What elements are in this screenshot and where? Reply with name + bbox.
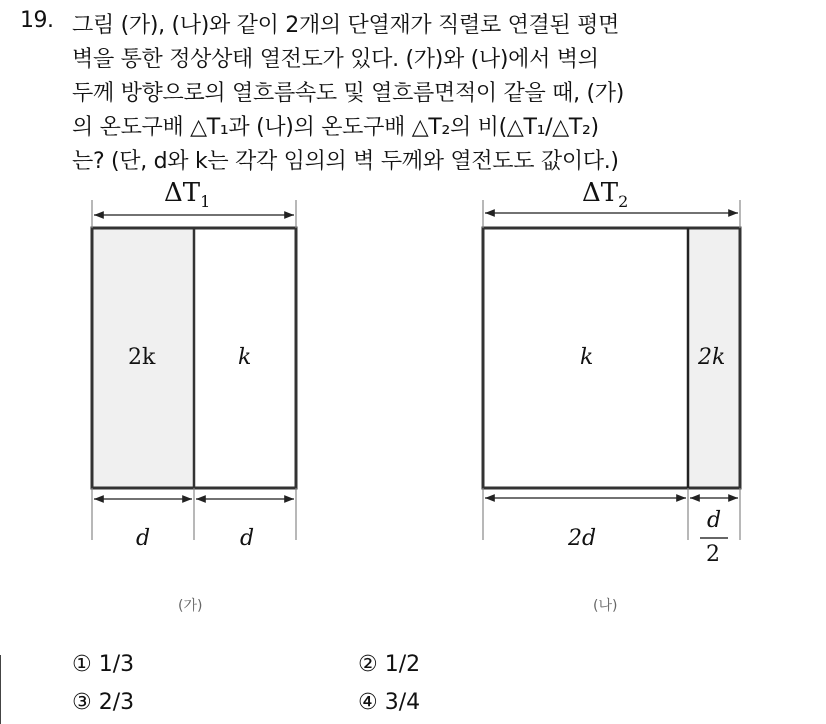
layer-conductivity-2k-right: 2k [698,345,726,370]
question-line-1: 그림 (가), (나)와 같이 2개의 단열재가 직렬로 연결된 평면 [72,13,620,38]
choice-1[interactable] [72,652,134,677]
question-line-2: 벽을 통한 정상상태 열전도가 있다. (가)와 (나)에서 벽의 [72,47,599,72]
figure-ga [92,200,296,540]
thickness-d-label-2: d [240,526,255,551]
delta-t1-label: $\Delta T_1$ [164,178,211,212]
thickness-2d-label: 2d [568,526,597,551]
question-line-5: 는? (단, d와 k는 각각 임의의 벽 두께와 열전도도 값이다.) [72,149,619,174]
choice-4-mark: ④ [358,690,378,715]
choice-1-value: 1/3 [98,652,135,677]
figure-caption-ga: (가) [178,598,203,614]
thickness-half-d-denominator: 2 [706,542,720,567]
layer-conductivity-k-right: k [580,345,594,370]
question-line-3: 두께 방향으로의 열흐름속도 및 열흐름면적이 같을 때, (가) [72,81,625,106]
choice-4-value: 3/4 [384,690,421,715]
choice-1-mark: ① [72,652,92,677]
figure-na [483,200,740,540]
choice-3[interactable] [72,690,134,715]
choice-3-mark: ③ [72,690,92,715]
choice-2-mark: ② [358,652,378,677]
choice-4[interactable] [358,690,420,715]
layer-conductivity-k: k [238,345,252,370]
choice-3-value: 2/3 [98,690,135,715]
choice-2[interactable] [358,652,420,677]
delta-t2-label: $\Delta T_2$ [582,178,629,212]
choice-2-value: 1/2 [384,652,421,677]
thickness-d-label-1: d [136,526,151,551]
layer-conductivity-2k: 2k [128,345,156,370]
margin-rule [0,655,1,724]
question-number: 19. [20,8,54,33]
thickness-half-d-numerator: d [707,508,722,533]
question-line-4: 의 온도구배 △T₁과 (나)의 온도구배 △T₂의 비(△T₁/△T₂) [72,115,599,140]
figure-caption-na: (나) [593,598,618,614]
